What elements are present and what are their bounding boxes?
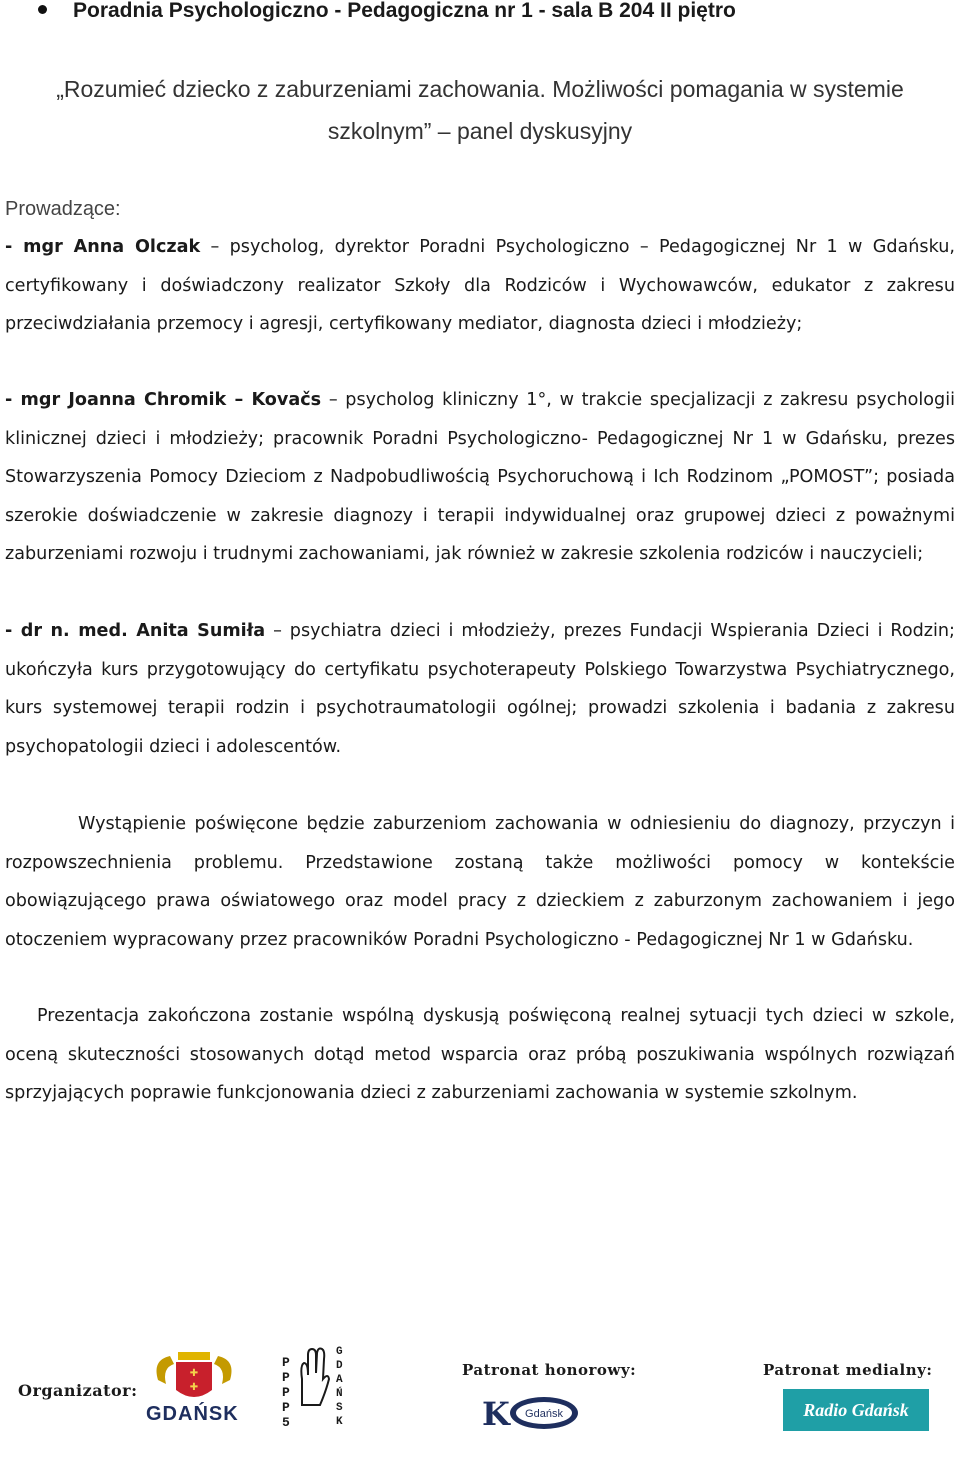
sponsors-footer [0, 1305, 960, 1465]
pppp-letter: P [282, 1400, 290, 1415]
host-bio-sumila [5, 612, 955, 766]
hosts-label: Prowadzące: [5, 198, 121, 220]
location-text: Poradnia Psychologiczno - Pedagogiczna nr 1 - sala B 204 II piętro [73, 0, 736, 22]
host-description: – psycholog, dyrektor Poradni Psychologiczno – Pedagogicznej Nr 1 w Gdańsku, certyfikowany i doświadczony realizator Szkoły dla Rodziców i Wychowawców, edukator z zakresu przeciwdziałania przemocy i agresji, certyfikowany mediator, diagnosta dzieci i młodzieży; [5, 237, 955, 335]
host-name: - mgr Joanna Chromik – Kovačs [5, 390, 322, 410]
vertical-letter: K [336, 1416, 343, 1428]
kuratorium-logo-icon [480, 1393, 580, 1433]
svg-text:✚: ✚ [189, 1368, 199, 1379]
media-patronage-label: Patronat medialny: [763, 1361, 933, 1379]
honorary-patronage-label: Patronat honorowy: [462, 1361, 637, 1379]
description-paragraph-2: Prezentacja zakończona zostanie wspólną dyskusją poświęconą realnej sytuacji tych dzieci w szkole, oceną skuteczności stosowanych dotąd metod wsparcia oraz próbą poszukiwania wspólnych rozwiązań sprzyjających poprawie funkcjonowania dzieci z zaburzeniami zachowania w systemie szkolnym. [5, 1006, 955, 1104]
organizer-label: Organizator: [18, 1381, 138, 1400]
description-paragraph-1: Wystąpienie poświęcone będzie zaburzeniom zachowania w odniesieniu do diagnozy, przyczyn i rozpowszechnienia problemu. Przedstawione zostaną także możliwości pomocy w kontekście obowiązującego prawa oświatowego oraz model pracy z dzieckiem z zaburzonym zachowaniem i jego otoczeniem wypracowany przez pracowników Poradni Psychologiczno - Pedagogicznej Nr 1 w Gdańsku. [5, 814, 955, 950]
title-line-1: „Rozumieć dziecko z zaburzeniami zachowania. Możliwości pomagania w systemie [56, 76, 904, 102]
gdansk-vertical-text [336, 1345, 343, 1429]
vertical-letter: D [336, 1360, 343, 1372]
host-bio-olczak [5, 228, 955, 344]
pppp-letter: P [282, 1355, 290, 1370]
location-bullet [38, 0, 736, 24]
gdansk-logo-text: GDAŃSK [146, 1403, 239, 1425]
vertical-letter: G [336, 1346, 343, 1358]
host-name: - dr n. med. Anita Sumiła [5, 621, 266, 641]
bullet-icon [38, 5, 47, 14]
pppp-logo [282, 1355, 290, 1430]
pppp-letter: P [282, 1370, 290, 1385]
svg-text:✚: ✚ [189, 1382, 199, 1393]
host-bio-chromik-kovacs [5, 381, 955, 574]
pppp-letter: 5 [282, 1415, 290, 1430]
host-name: - mgr Anna Olczak [5, 237, 201, 257]
hand-icon [296, 1345, 330, 1409]
pppp-letter: P [282, 1385, 290, 1400]
host-description: – psychiatra dzieci i młodzieży, prezes Fundacji Wspierania Dzieci i Rodzin; ukończyła kurs przygotowujący do certyfikatu psychoterapeuty Polskiego Towarzystwa Psychiatrycznego, kurs systemowej terapii rodzin i psychotraumatologii ogólnej; prowadzi szkolenia i badania z zakresu psychopatologii dzieci i adolescentów. [5, 621, 955, 757]
svg-text:K: K [482, 1395, 510, 1433]
title-line-2: szkolnym” – panel dyskusyjny [327, 118, 633, 144]
event-title [0, 68, 960, 152]
host-description: – psycholog kliniczny 1°, w trakcie specjalizacji z zakresu psychologii klinicznej dzieci i młodzieży; pracownik Poradni Psychologiczno- Pedagogicznej Nr 1 w Gdańsku, prezes Stowarzyszenia Pomocy Dzieciom z Nadpobudliwością Psychoruchową i Ich Rodzinom „POMOST”; posiada szerokie doświadczenie w zakresie diagnozy i terapii indywidualnej oraz grupowej dzieci z poważnymi zaburzeniami rozwoju i trudnymi zachowaniami, jak również w zakresie szkolenia rodziców i nauczycieli; [5, 390, 955, 565]
ko-logo-text: Gdańsk [525, 1408, 563, 1420]
vertical-letter: S [336, 1402, 343, 1414]
vertical-letter: Ń [336, 1388, 343, 1400]
radio-gdansk-logo: Radio Gdańsk [783, 1389, 929, 1431]
vertical-letter: A [336, 1374, 343, 1386]
